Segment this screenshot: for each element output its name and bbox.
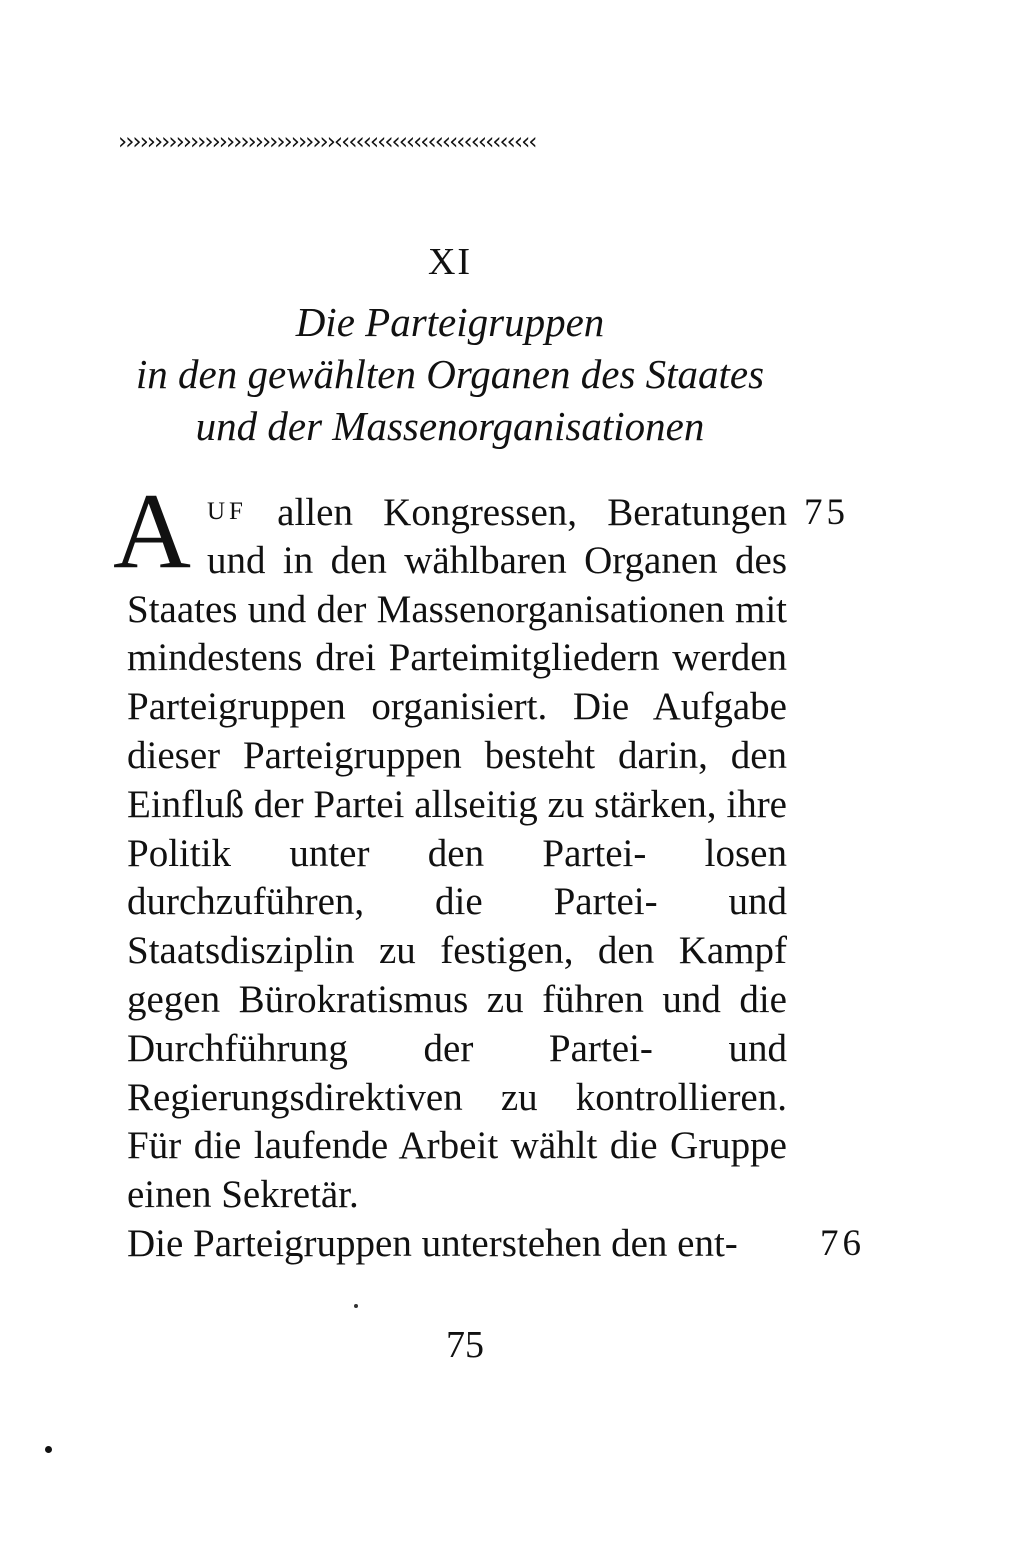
chapter-title-line-three: und der Massenorganisationen (195, 403, 705, 449)
opening-line-one (207, 488, 787, 537)
paragraph-two: Die Parteigruppen unterstehen den ent- (127, 1221, 738, 1265)
margin-section-number-76: 76 (820, 1223, 865, 1264)
paragraph-one-rest: Staates und der Massenorganisationen mit mindestens drei Parteimitgliedern werden Parteigruppen organisiert. Die Aufgabe dieser Parteigruppen besteht darin, den Einfluß der Partei allseitig zu stärken, ihre Politik unter den Partei- losen durchzuführen, die Partei- und Staatsdisziplin zu festigen, den Kampf gegen Bürokratismus zu führen und die Durchführung der Partei- und Regierungsdirektiven zu kontrollieren. Für die laufende Arbeit wählt die Gruppe einen Sekretär. (127, 587, 787, 1217)
scan-speck (354, 1304, 358, 1308)
decorative-ornament-rule: ››››››››››››››››››››››››››››››‹‹‹‹‹‹‹‹‹‹‹‹‹‹‹‹‹‹‹‹‹‹‹‹‹‹‹‹ (118, 129, 536, 155)
scan-speck (45, 1446, 52, 1453)
chapter-number: XI (427, 241, 473, 283)
dropcap-letter: A (113, 472, 191, 591)
chapter-title-line-one: Die Parteigruppen (295, 299, 605, 345)
chapter-title-line-two: in den gewählten Organen des Staates (135, 351, 765, 397)
opening-line-two: und in den wählbaren Organen des (207, 538, 787, 582)
chapter-title (0, 296, 900, 452)
body-text (113, 472, 787, 1269)
margin-section-number-75: 75 (804, 492, 849, 533)
small-caps-opening: UF (207, 498, 247, 525)
page-number: 75 (446, 1324, 484, 1366)
opening-line-one-rest: allen Kongressen, Beratungen (246, 491, 787, 534)
dropcap-opening (113, 472, 787, 591)
